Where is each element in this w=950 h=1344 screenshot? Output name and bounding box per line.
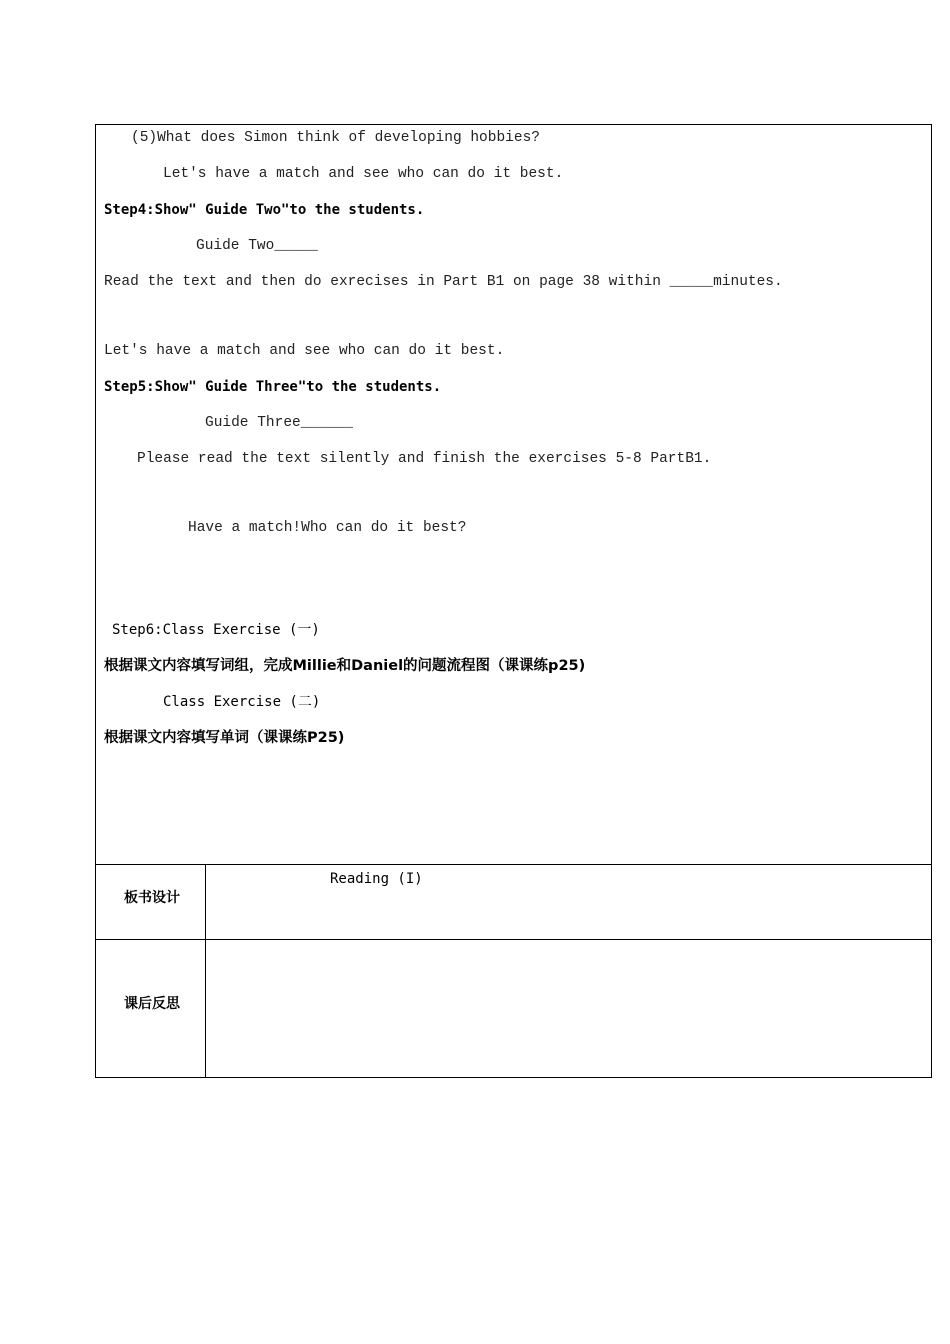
exercise-1-description: 根据课文内容填写词组，完成Millie和Daniel的问题流程图（课课练p25) — [104, 658, 586, 674]
reflection-label: 课后反思 — [124, 996, 180, 1012]
match-line-1: Let's have a match and see who can do it best. — [163, 166, 564, 182]
divider-middle — [95, 939, 932, 940]
column-divider — [205, 864, 206, 1077]
board-design-label: 板书设计 — [124, 890, 180, 906]
board-design-content: Reading (I) — [330, 871, 423, 887]
have-match-line: Have a match!Who can do it best? — [188, 520, 467, 536]
please-read-instruction: Please read the text silently and finish the exercises 5-8 PartB1. — [137, 451, 712, 467]
step6-heading: Step6:Class Exercise (一) — [112, 622, 320, 638]
exercise-2-description: 根据课文内容填写单词（课课练P25) — [104, 730, 345, 746]
step5-heading: Step5:Show" Guide Three"to the students. — [104, 379, 442, 395]
class-exercise-2: Class Exercise (二) — [163, 694, 321, 710]
question-5: (5)What does Simon think of developing hobbies? — [131, 130, 540, 146]
lesson-table — [95, 124, 932, 1078]
guide-three: Guide Three______ — [205, 415, 353, 431]
match-line-2: Let's have a match and see who can do it best. — [104, 343, 505, 359]
guide-two: Guide Two_____ — [196, 238, 318, 254]
read-text-instruction: Read the text and then do exrecises in Part B1 on page 38 within _____minutes. — [104, 274, 783, 290]
divider-top — [95, 864, 932, 865]
step4-heading: Step4:Show" Guide Two"to the students. — [104, 202, 425, 218]
